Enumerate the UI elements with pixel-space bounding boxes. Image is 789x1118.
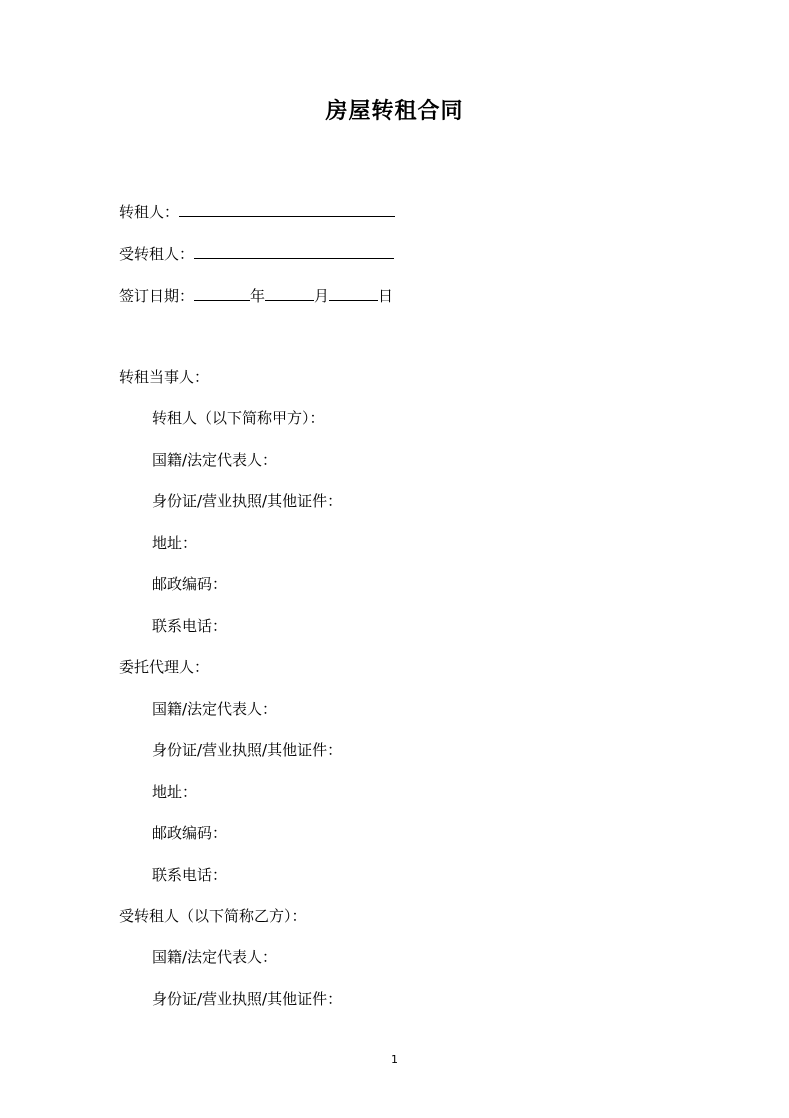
- year-blank[interactable]: [194, 284, 250, 301]
- sublessor-field: [119, 200, 395, 222]
- agent-address: 地址：: [152, 783, 198, 801]
- day-blank[interactable]: [329, 284, 378, 301]
- month-unit: 月: [314, 287, 330, 305]
- party-a-postal-code: 邮政编码：: [152, 575, 228, 593]
- sublessor-blank[interactable]: [179, 200, 395, 217]
- party-a-address: 地址：: [152, 534, 198, 552]
- sublessee-blank[interactable]: [194, 242, 394, 259]
- party-b-nationality: 国籍/法定代表人：: [152, 948, 278, 966]
- party-b-heading: 受转租人（以下简称乙方）：: [119, 907, 307, 925]
- signing-date-field: [119, 284, 393, 306]
- sublessee-field: [119, 242, 394, 264]
- document-title: 房屋转租合同: [325, 98, 464, 124]
- agent-id: 身份证/营业执照/其他证件：: [152, 741, 343, 759]
- day-unit: 日: [378, 287, 394, 305]
- agent-postal-code: 邮政编码：: [152, 824, 228, 842]
- month-blank[interactable]: [265, 284, 314, 301]
- agent-heading: 委托代理人：: [119, 658, 210, 676]
- party-a-id: 身份证/营业执照/其他证件：: [152, 492, 343, 510]
- parties-heading: 转租当事人：: [119, 368, 210, 386]
- agent-nationality: 国籍/法定代表人：: [152, 700, 278, 718]
- sublessor-label: 转租人：: [119, 203, 180, 221]
- party-a-heading: 转租人（以下简称甲方）：: [152, 409, 325, 427]
- agent-phone: 联系电话：: [152, 866, 228, 884]
- party-b-id: 身份证/营业执照/其他证件：: [152, 990, 343, 1008]
- party-a-phone: 联系电话：: [152, 617, 228, 635]
- party-a-nationality: 国籍/法定代表人：: [152, 451, 278, 469]
- page-number: 1: [391, 1053, 398, 1066]
- signing-date-label: 签订日期：: [119, 287, 195, 305]
- sublessee-label: 受转租人：: [119, 245, 195, 263]
- year-unit: 年: [250, 287, 266, 305]
